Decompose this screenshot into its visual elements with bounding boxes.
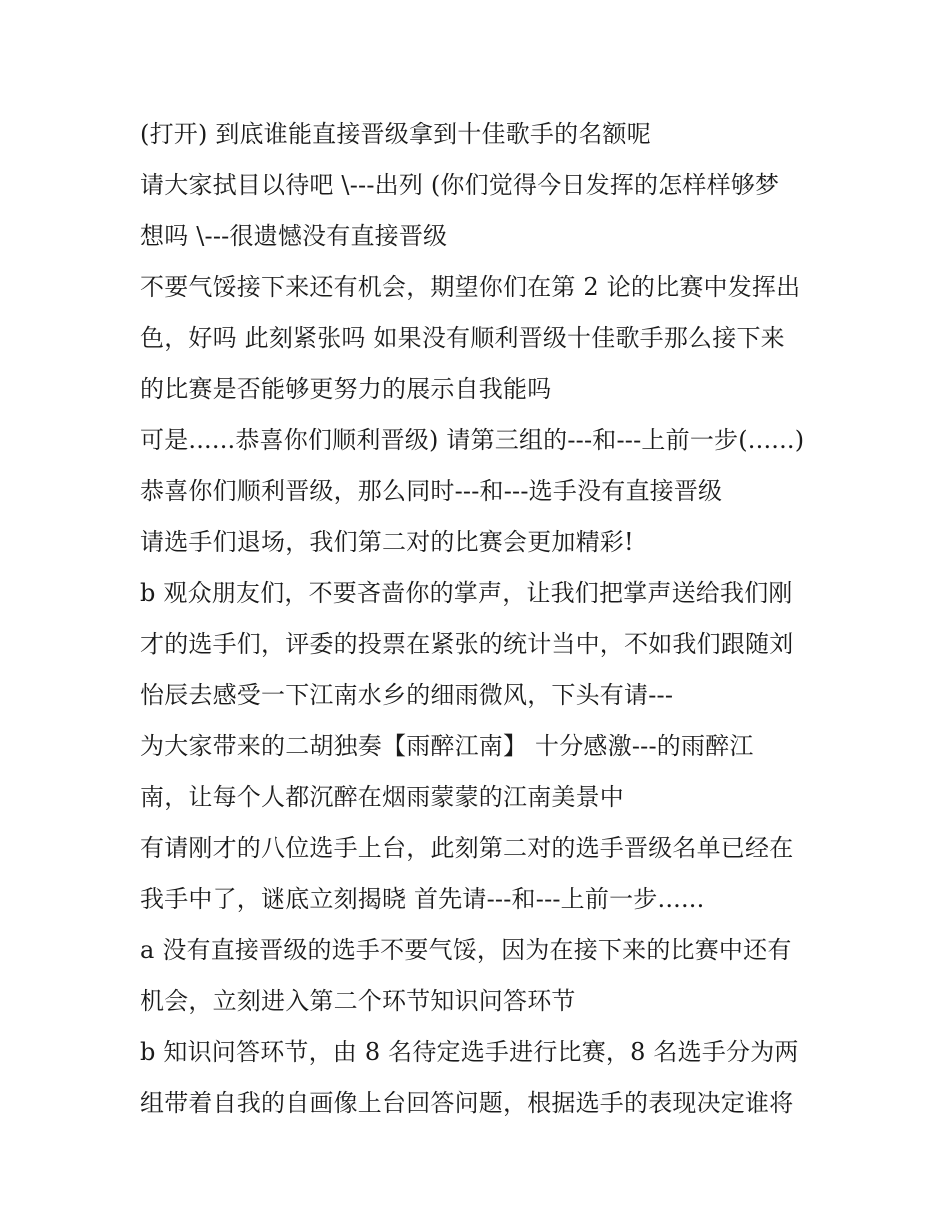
text-line: 色，好吗 此刻紧张吗 如果没有顺利晋级十佳歌手那么接下来 xyxy=(140,324,785,352)
text-line: 的比赛是否能够更努力的展示自我能吗 xyxy=(140,375,552,403)
text-line: 南，让每个人都沉醉在烟雨蒙蒙的江南美景中 xyxy=(140,783,624,811)
text-line: b 观众朋友们，不要吝啬你的掌声，让我们把掌声送给我们刚 xyxy=(140,579,793,607)
text-line: b 知识问答环节，由 8 名待定选手进行比赛，8 名选手分为两 xyxy=(140,1038,799,1066)
text-line: 有请刚才的八位选手上台，此刻第二对的选手晋级名单已经在 xyxy=(140,834,794,862)
text-line: 才的选手们，评委的投票在紧张的统计当中，不如我们跟随刘 xyxy=(140,630,794,658)
text-line: (打开) 到底谁能直接晋级拿到十佳歌手的名额呢 xyxy=(140,120,651,148)
text-line: 想吗 \---很遗憾没有直接晋级 xyxy=(140,222,448,250)
text-line: 可是......恭喜你们顺利晋级) 请第三组的---和---上前一步(......) xyxy=(140,426,805,454)
text-line: 机会，立刻进入第二个环节知识问答环节 xyxy=(140,987,576,1015)
text-line: 不要气馁接下来还有机会，期望你们在第 2 论的比赛中发挥出 xyxy=(140,273,801,301)
text-line: 请大家拭目以待吧 \---出列 (你们觉得今日发挥的怎样样够梦 xyxy=(140,171,780,199)
text-line: a 没有直接晋级的选手不要气馁，因为在接下来的比赛中还有 xyxy=(140,936,792,964)
document-body xyxy=(140,109,840,1129)
text-line: 组带着自我的自画像上台回答问题，根据选手的表现决定谁将 xyxy=(140,1089,794,1117)
text-line: 恭喜你们顺利晋级，那么同时---和---选手没有直接晋级 xyxy=(140,477,723,505)
text-line: 我手中了，谜底立刻揭晓 首先请---和---上前一步...... xyxy=(140,885,705,913)
text-line: 怡辰去感受一下江南水乡的细雨微风，下头有请--- xyxy=(140,681,674,709)
text-line: 为大家带来的二胡独奏【雨醉江南】 十分感激---的雨醉江 xyxy=(140,732,754,760)
text-line: 请选手们退场，我们第二对的比赛会更加精彩! xyxy=(140,528,634,556)
